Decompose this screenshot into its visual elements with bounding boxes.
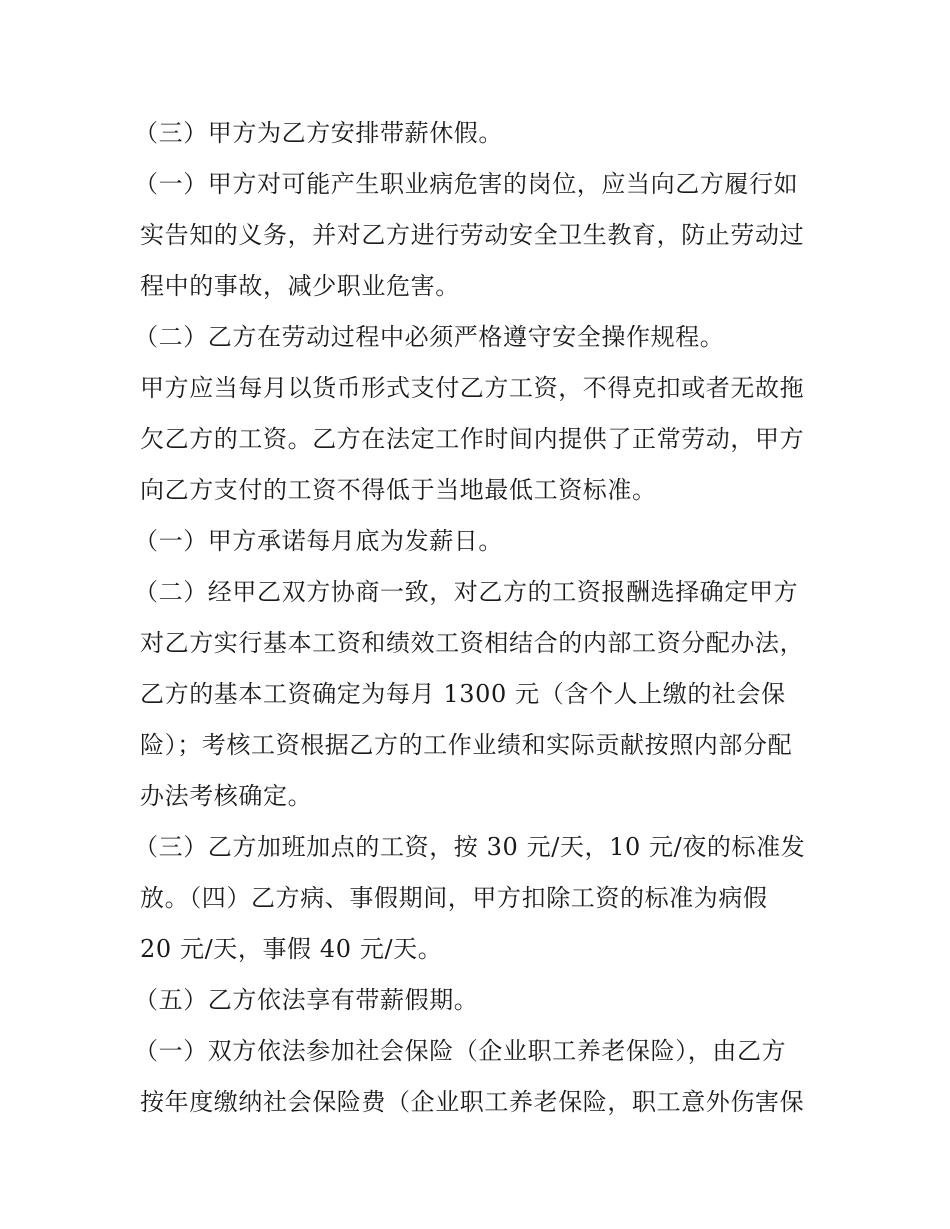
text-line: （二）乙方在劳动过程中必须严格遵守安全操作规程。: [134, 323, 725, 351]
text-line: 20 元/天，事假 40 元/天。: [140, 935, 443, 963]
document-body: [134, 108, 820, 1128]
text-line: 放。（四）乙方病、事假期间，甲方扣除工资的标准为病假: [140, 884, 768, 912]
text-line: （一）甲方承诺每月底为发薪日。: [134, 527, 503, 555]
text-line: 向乙方支付的工资不得低于当地最低工资标准。: [140, 476, 657, 504]
text-line: （二）经甲乙双方协商一致，对乙方的工资报酬选择确定甲方: [134, 578, 799, 606]
text-line: （三）甲方为乙方安排带薪休假。: [134, 119, 503, 147]
text-line: 办法考核确定。: [140, 782, 313, 810]
text-line: （一）双方依法参加社会保险（企业职工养老保险），由乙方: [134, 1037, 787, 1065]
text-line: （三）乙方加班加点的工资，按 30 元/天，10 元/夜的标准发: [134, 833, 806, 861]
text-line: 甲方应当每月以货币形式支付乙方工资，不得克扣或者无故拖: [140, 374, 805, 402]
text-line: （一）甲方对可能产生职业病危害的岗位，应当向乙方履行如: [134, 170, 799, 198]
text-line: 按年度缴纳社会保险费（企业职工养老保险，职工意外伤害保: [140, 1088, 805, 1116]
text-line: （五）乙方依法享有带薪假期。: [134, 986, 479, 1014]
text-line: 欠乙方的工资。乙方在法定工作时间内提供了正常劳动，甲方: [140, 425, 805, 453]
text-line: 乙方的基本工资确定为每月 1300 元（含个人上缴的社会保: [140, 680, 786, 708]
text-line: 对乙方实行基本工资和绩效工资相结合的内部工资分配办法，: [140, 629, 805, 657]
text-line: 程中的事故，减少职业危害。: [140, 272, 460, 300]
text-line: 实告知的义务，并对乙方进行劳动安全卫生教育，防止劳动过: [140, 221, 805, 249]
text-line: 险）；考核工资根据乙方的工作业绩和实际贡献按照内部分配: [140, 731, 793, 759]
